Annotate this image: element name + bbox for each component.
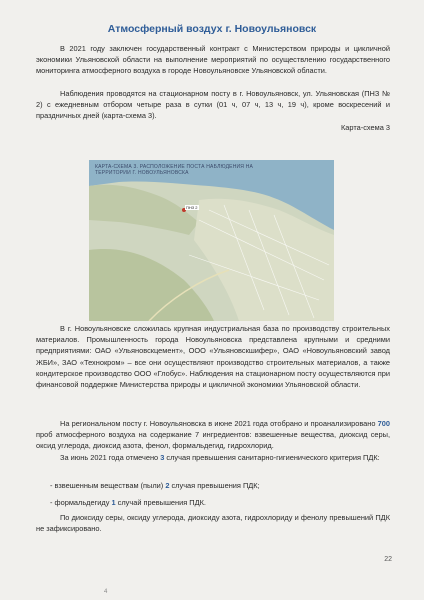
list-item-dust: - взвешенным веществам (пыли) 2 случая превышения ПДК; (50, 481, 260, 490)
paragraph-samples: На региональном посту г. Новоульяновска в июне 2021 года отобрано и проанализировано 700 проб атмосферного воздуха на содержание 7 ингредиентов: взвешенные вещества, диоксид серы, оксид углерода, диоксид азота, фенол, формальдегид, гидрохлорид. (36, 419, 390, 451)
map-graphic (89, 160, 334, 321)
paragraph-exceedances: За июнь 2021 года отмечено 3 случая превышения санитарно-гигиенического критерия ПДК: (60, 453, 380, 462)
paragraph-observations: Наблюдения проводятся на стационарном посту в г. Новоульяновск, ул. Ульяновская (ПНЗ № 2) с ежедневным отбором четыре раза в сутки (01 ч, 07 ч, 13 ч, 19 ч), кроме воскресений и праздничных дней (карта-схема 3). (36, 89, 390, 121)
map-scheme-image (89, 160, 334, 321)
page-number: 22 (384, 556, 392, 563)
paragraph-no-exceedances: По диоксиду серы, оксиду углерода, диоксиду азота, гидрохлориду и фенолу превышений ПДК не зафиксировано. (36, 513, 390, 534)
paragraph-contract: В 2021 году заключен государственный контракт с Министерством природы и цикличной экономики Ульяновской области на выполнение мероприятий по осуществлению государственного мониторинга атмосферного воздуха в городе Новоульяновске Ульяновской области. (36, 44, 390, 76)
footer-mark: 4 (104, 589, 108, 595)
page-title: Атмосферный воздух г. Новоульяновск (107, 23, 317, 35)
list-item-formaldehyde: - формальдегиду 1 случай превышения ПДК. (50, 498, 206, 507)
map-caption: КАРТА-СХЕМА 3. РАСПОЛОЖЕНИЕ ПОСТА НАБЛЮДЕНИЯ НА ТЕРРИТОРИИ Г. НОВОУЛЬЯНОВСКА (95, 164, 254, 176)
map-label: Карта-схема 3 (340, 123, 390, 132)
station-label: ПНЗ 2 (186, 205, 198, 210)
paragraph-industry: В г. Новоульяновске сложилась крупная индустриальная база по производству строительных материалов. Промышленность города Новоульяновска представлена крупными и средними предприятиями: ОАО «Ульяновскцемент», ООО «Ульяновскшифер», ОАО «Новоульяновский завод ЖБИ», ЗАО «Технокром» – все они осуществляют производство строительных материалов, а также кондитерское производство ООО «Глобус». Наблюдения на стационарном посту осуществляются при финансовой поддержке Министерства природы и цикличной экономики Ульяновской области. (36, 324, 390, 390)
